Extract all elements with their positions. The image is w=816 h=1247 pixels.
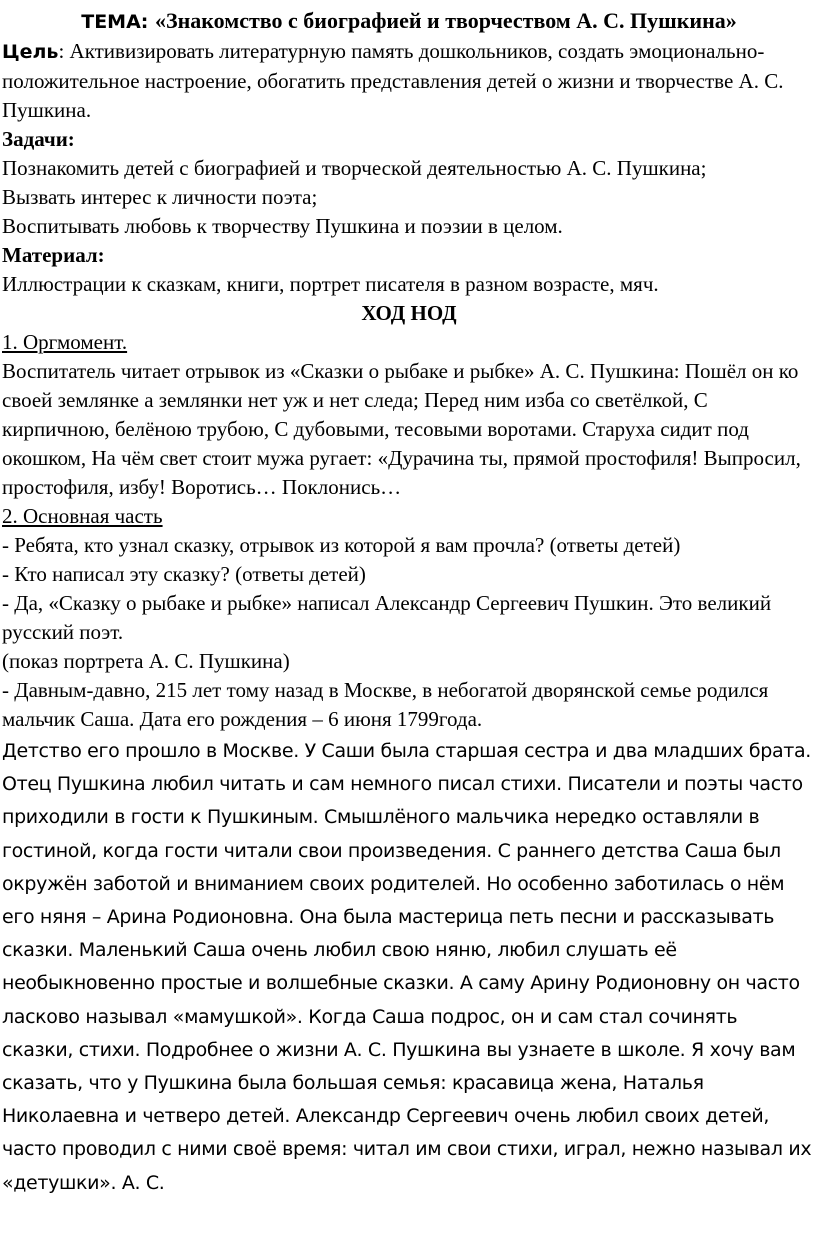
dialogue-line-4: (показ портрета А. С. Пушкина) [2, 649, 290, 673]
section1-text: Воспитатель читает отрывок из «Сказки о рыбаке и рыбке» А. С. Пушкина: Пошёл он ко своей землянке а землянки нет уж и нет следа; Перед ним изба со светёлкой, С кирпичною, белёною трубою, С дубовыми, тесовыми воротами. Старуха сидит под окошком, На чём свет стоит мужа ругает: «Дурачина ты, прямой простофиля! Выпросил, простофиля, избу! Воротись… Поклонись… [2, 359, 801, 499]
title-text: «Знакомство с биографией и творчеством А. С. Пушкина» [155, 8, 737, 33]
section2-heading: 2. Основная часть [2, 504, 163, 528]
dialogue-line-5: - Давным-давно, 215 лет тому назад в Москве, в небогатой дворянской семье родился мальчик Саша. Дата его рождения – 6 июня 1799года. [2, 678, 769, 731]
material-text: Иллюстрации к сказкам, книги, портрет писателя в разном возрасте, мяч. [2, 272, 659, 296]
task-item-2: Вызвать интерес к личности поэта; [2, 185, 318, 209]
title-prefix: ТЕМА: [81, 11, 155, 33]
goal-text: : Активизировать литературную память дошкольников, создать эмоционально-положительное настроение, обогатить представления детей о жизни и творчестве А. С. Пушкина. [2, 39, 784, 122]
dialogue-line-1: - Ребята, кто узнал сказку, отрывок из которой я вам прочла? (ответы детей) [2, 533, 681, 557]
task-item-1: Познакомить детей с биографией и творческой деятельностью А. С. Пушкина; [2, 156, 707, 180]
material-label: Материал: [2, 243, 105, 267]
section1-heading: 1. Оргмомент. [2, 330, 128, 354]
tasks-label: Задачи: [2, 127, 75, 151]
lesson-heading: ХОД НОД [361, 301, 457, 325]
goal-label: Цель [2, 41, 59, 63]
biography-paragraph: Детство его прошло в Москве. У Саши была старшая сестра и два младших брата. Отец Пушкина любил читать и сам немного писал стихи. Писатели и поэты часто приходили в гости к Пушкиным. Смышлёного мальчика нередко оставляли в гостиной, когда гости читали свои произведения. С раннего детства Саша был окружён заботой и вниманием своих родителей. Но особенно заботилась о нём его няня – Арина Родионовна. Она была мастерица петь песни и рассказывать сказки. Маленький Саша очень любил свою няню, любил слушать её необыкновенно простые и волшебные сказки. А саму Арину Родионовну он часто ласково называл «мамушкой». Когда Саша подрос, он и сам стал сочинять сказки, стихи. Подробнее о жизни А. С. Пушкина вы узнаете в школе. Я хочу вам сказать, что у Пушкина была большая семья: красавица жена, Наталья Николаевна и четверо детей. Александр Сергеевич очень любил своих детей, часто проводил с ними своё время: читал им свои стихи, играл, нежно называл их «детушки». А. С. [2, 740, 812, 1194]
dialogue-line-3: - Да, «Сказку о рыбаке и рыбке» написал Александр Сергеевич Пушкин. Это великий русский поэт. [2, 591, 772, 644]
goal-paragraph [2, 37, 816, 125]
task-item-3: Воспитывать любовь к творчеству Пушкина и поэзии в целом. [2, 214, 563, 238]
page-title [2, 0, 816, 37]
dialogue-line-2: - Кто написал эту сказку? (ответы детей) [2, 562, 366, 586]
